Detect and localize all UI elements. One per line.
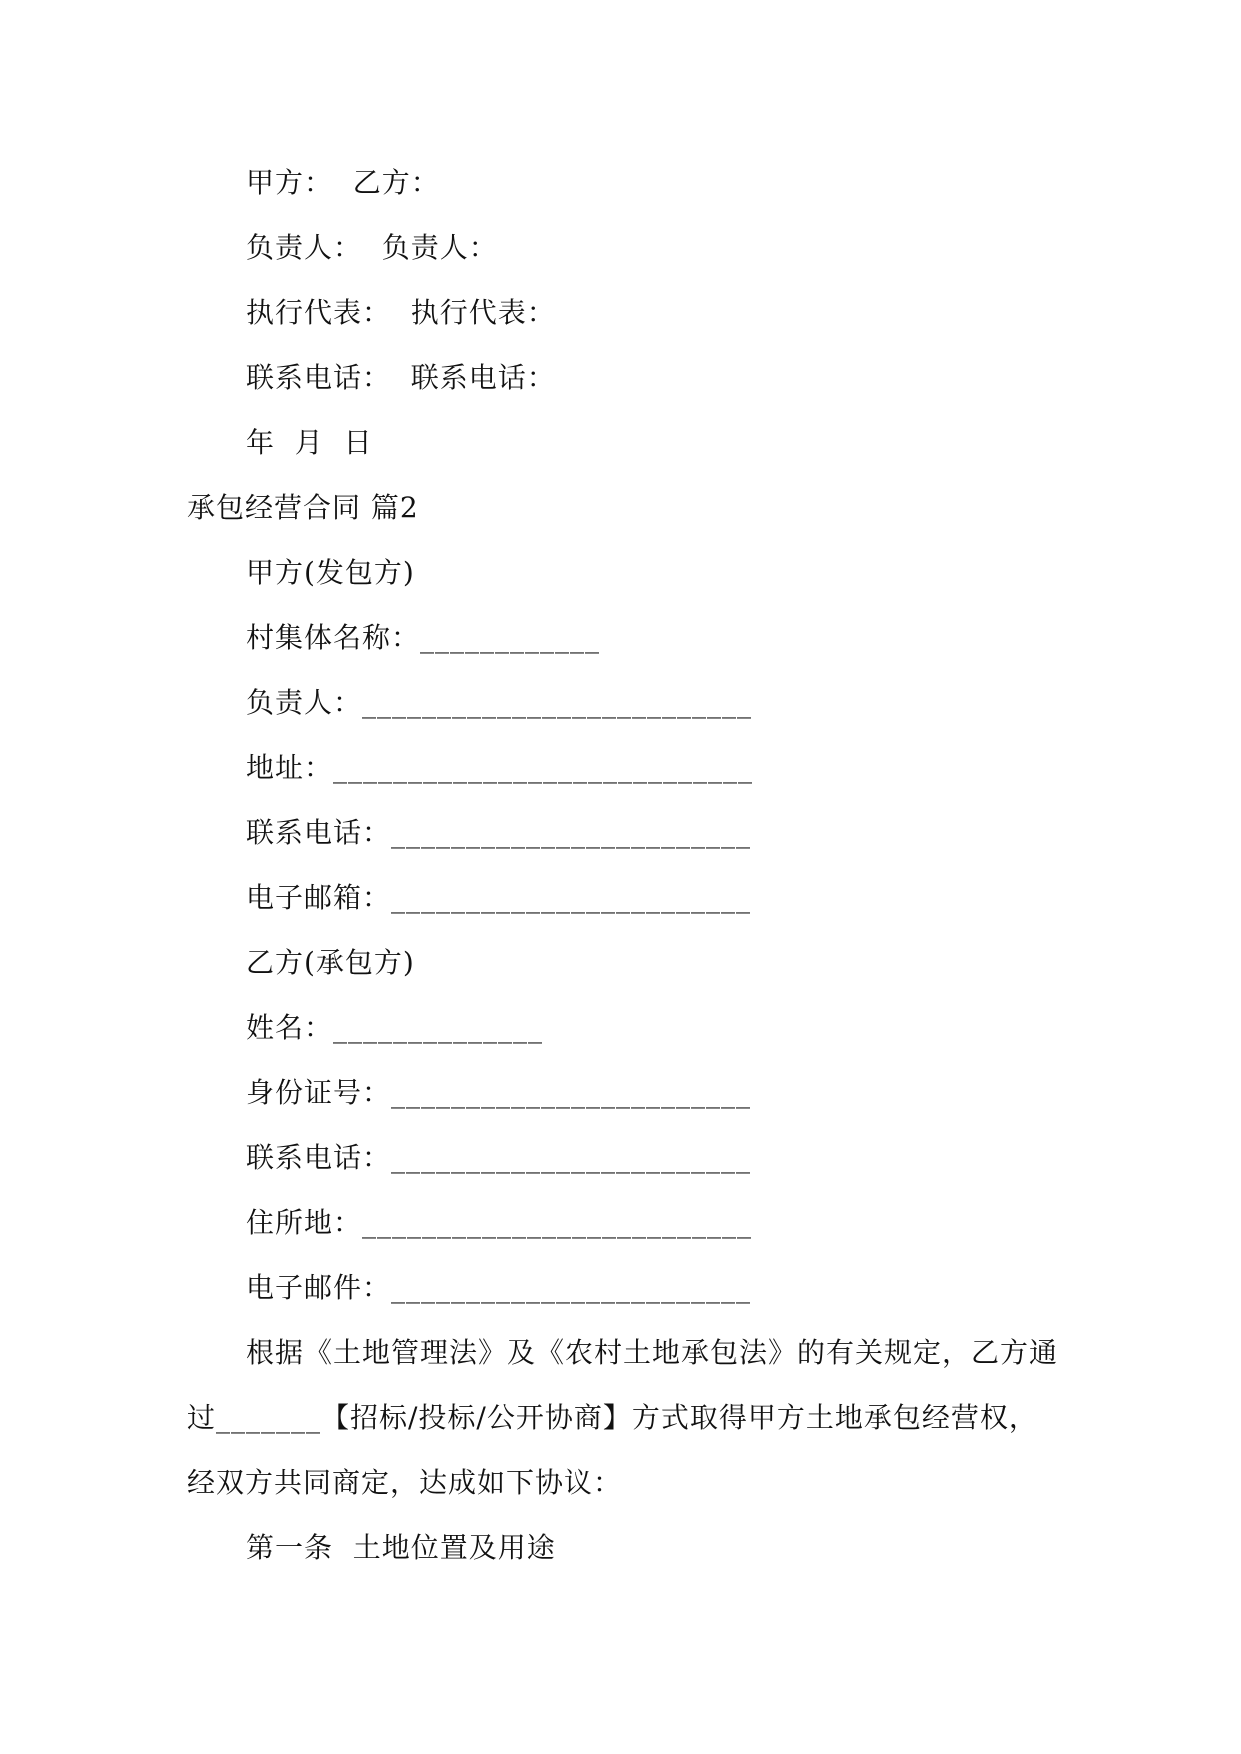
section-heading: 承包经营合同 篇2 <box>187 491 419 524</box>
preamble-line-1: 根据《土地管理法》及《农村土地承包法》的有关规定，乙方通 <box>246 1336 1059 1369</box>
party-b-residence-field: 住所地：__________________________ <box>246 1206 753 1239</box>
party-b-phone-field: 联系电话：________________________ <box>246 1141 752 1174</box>
party-a-address-field: 地址：____________________________ <box>246 751 754 784</box>
preamble-line-2: 过_______【招标/投标/公开协商】方式取得甲方土地承包经营权， <box>187 1401 1038 1434</box>
preamble-line-3: 经双方共同商定，达成如下协议： <box>187 1466 623 1499</box>
party-a-phone-field: 联系电话：________________________ <box>246 816 752 849</box>
village-collective-name-field: 村集体名称：____________ <box>246 621 601 654</box>
party-b-heading: 乙方(承包方) <box>246 946 415 979</box>
date-line: 年 月 日 <box>246 426 373 459</box>
party-b-email-field: 电子邮件：________________________ <box>246 1271 752 1304</box>
party-a-b-line: 甲方： 乙方： <box>246 166 440 199</box>
party-a-heading: 甲方(发包方) <box>246 556 415 589</box>
party-a-email-field: 电子邮箱：________________________ <box>246 881 752 914</box>
party-a-responsible-field: 负责人：__________________________ <box>246 686 753 719</box>
party-b-id-number-field: 身份证号：________________________ <box>246 1076 752 1109</box>
article-one-heading: 第一条 土地位置及用途 <box>246 1531 556 1564</box>
party-b-name-field: 姓名：______________ <box>246 1011 544 1044</box>
responsible-person-line: 负责人： 负责人： <box>246 231 498 264</box>
executive-representative-line: 执行代表： 执行代表： <box>246 296 556 329</box>
contact-phone-line: 联系电话： 联系电话： <box>246 361 556 394</box>
